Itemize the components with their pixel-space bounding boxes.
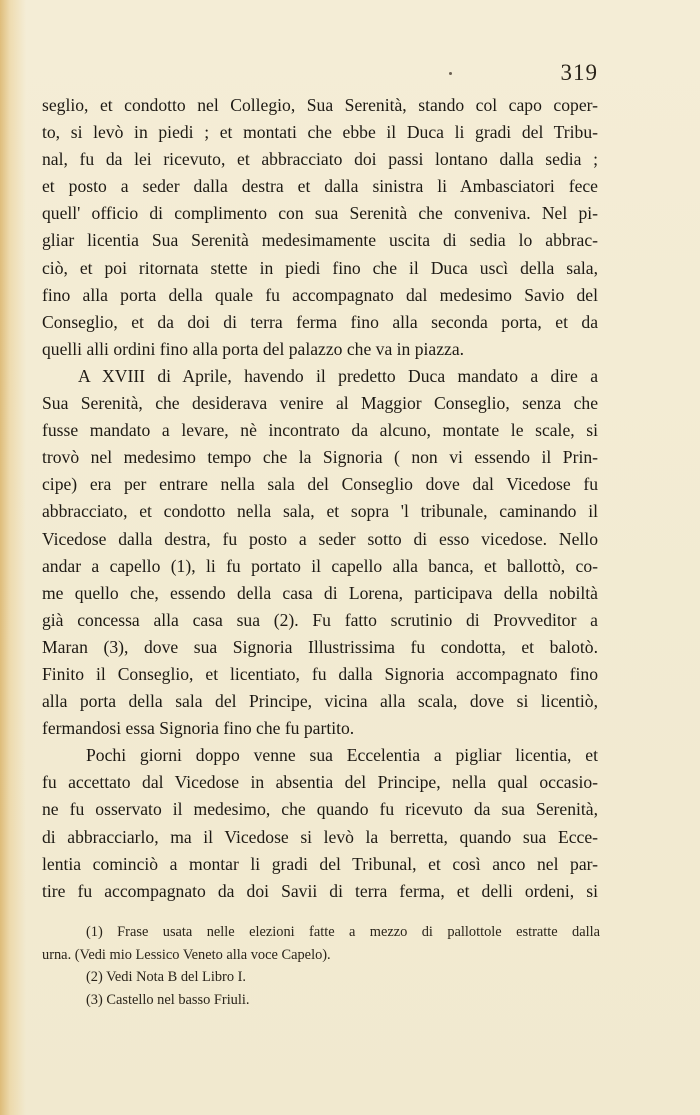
body-text (42, 92, 598, 905)
footnote-1: (1) Frase usata nelle elezioni fatte a mezzo di pallottole estratte dalla (86, 924, 600, 940)
text-line: ne fu osservato il medesimo, che quando fu ricevuto da sua Serenità, (42, 799, 598, 820)
text-line: Conseglio, et da doi di terra ferma fino alla seconda porta, et da (42, 311, 598, 332)
text-line: et posto a seder dalla destra et dalla sinistra li Ambasciatori fece (42, 176, 598, 197)
text-line: fino alla porta della quale fu accompagnato dal medesimo Savio del (42, 284, 598, 305)
text-line: già concessa alla casa sua (2). Fu fatto scrutinio di Provveditor a (42, 609, 598, 630)
paragraph-start: Pochi giorni doppo venne sua Eccelentia a pigliar licentia, et (86, 745, 598, 766)
text-line: Vicedose dalla destra, fu posto a seder sotto di esso vicedose. Nello (42, 528, 598, 549)
text-line: trovò nel medesimo tempo che la Signoria ( non vi essendo il Prin- (42, 447, 598, 468)
text-line: abbracciato, et condotto nella sala, et sopra 'l tribunale, caminando il (42, 501, 598, 522)
text-line: tire fu accompagnato da doi Savii di terra ferma, et delli ordeni, si (42, 880, 598, 901)
text-line: di abbracciarlo, ma il Vicedose si levò la berretta, quando sua Ecce- (42, 826, 598, 847)
text-line: ciò, et poi ritornata stette in piedi fino che il Duca uscì della sala, (42, 257, 598, 278)
text-line: to, si levò in piedi ; et montati che ebbe il Duca li gradi del Tribu- (42, 122, 598, 143)
text-line: alla porta della sala del Principe, vicina alla scala, dove si licentiò, (42, 691, 598, 712)
footnotes (42, 921, 600, 1011)
text-line: Sua Serenità, che desiderava venire al Maggior Conseglio, senza che (42, 393, 598, 414)
text-line: nal, fu da lei ricevuto, et abbracciato doi passi lontano dalla sedia ; (42, 149, 598, 170)
page-number: 319 (560, 60, 598, 85)
text-line: me quello che, essendo della casa di Lorena, participava della nobiltà (42, 582, 598, 603)
text-line: gliar licentia Sua Serenità medesimamente uscita di sedia lo abbrac- (42, 230, 598, 251)
text-line: quelli alli ordini fino alla porta del palazzo che va in piazza. (42, 338, 465, 359)
text-line: fusse mandato a levare, nè incontrato da alcuno, montate le scale, si (42, 420, 598, 441)
paragraph-start: A XVIII di Aprile, havendo il predetto Duca mandato a dire a (78, 365, 598, 386)
text-line: Maran (3), dove sua Signoria Illustrissima fu condotta, et balotò. (42, 636, 598, 657)
footnote-1-continued: urna. (Vedi mio Lessico Veneto alla voce Capelo). (42, 946, 331, 963)
text-line: Finito il Conseglio, et licentiato, fu dalla Signoria accompagnato fino (42, 663, 598, 684)
text-line: cipe) era per entrare nella sala del Conseglio dove dal Vicedose fu (42, 474, 598, 495)
text-line: lentia cominciò a montar li gradi del Tribunal, et così anco nel par- (42, 853, 598, 874)
text-line: seglio, et condotto nel Collegio, Sua Serenità, stando col capo coper- (42, 95, 598, 115)
footnote-3: (3) Castello nel basso Friuli. (86, 991, 250, 1008)
text-line: fermandosi essa Signoria fino che fu partito. (42, 718, 355, 739)
footnote-2: (2) Vedi Nota B del Libro I. (86, 969, 246, 985)
text-line: quell' officio di complimento con sua Serenità che conveniva. Nel pi- (42, 203, 598, 224)
paper-speck (449, 72, 452, 75)
text-line: fu accettato dal Vicedose in absentia del Principe, nella qual occasio- (42, 772, 598, 793)
text-line: andar a capello (1), li fu portato il capello alla banca, et ballottò, co- (42, 555, 598, 576)
